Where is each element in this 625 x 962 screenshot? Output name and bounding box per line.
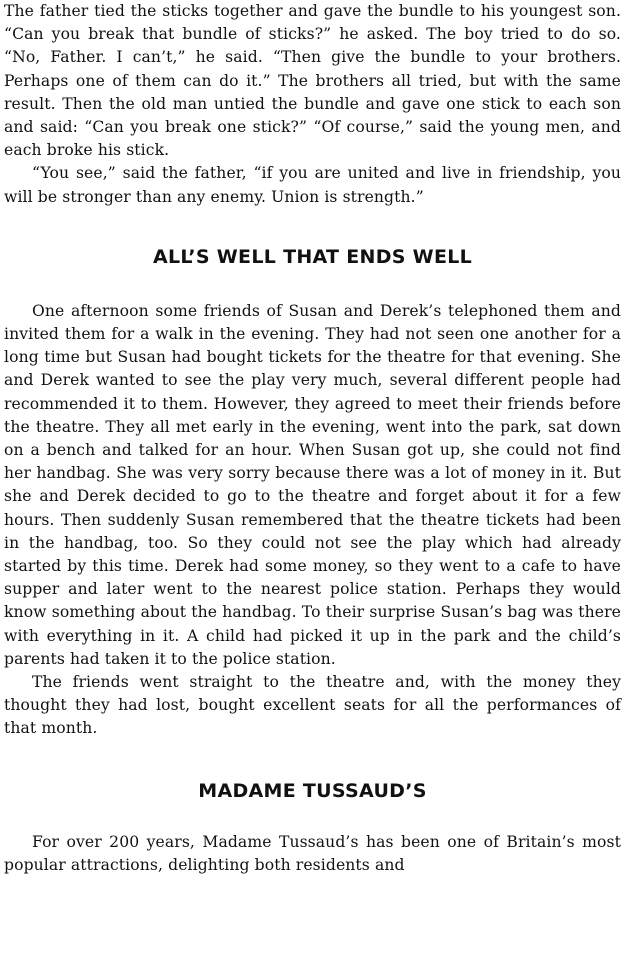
story2-title: ALL’S WELL THAT ENDS WELL (152, 245, 473, 268)
story-madame-tussauds (4, 779, 621, 877)
story1-paragraph-1: The father tied the sticks together and gave the bundle to his youngest son. “Can you break that bundle of sticks?” he asked. The boy tried to do so. “No, Father. I can’t,” he said. “Then give the bundle to your brothers. Perhaps one of them can do it.” The brothers all tried, but with the same result. Then the old man untied the bundle and gave one stick to each son and said: “Can you break one stick?” “Of course,” said the young men, and each broke his stick. (4, 2, 621, 160)
story2-paragraph-2: The friends went straight to the theatre and, with the money they thought they had lost, bought excellent seats for all the performances of that month. (4, 673, 621, 738)
story2-paragraph-1: One afternoon some friends of Susan and Derek’s telephoned them and invited them for a walk in the evening. They had not seen one another for a long time but Susan had bought tickets for the theatre for that evening. She and Derek wanted to see the play very much, several different people had recommended it to them. However, they agreed to meet their friends before the theatre. They all met early in the evening, went into the park, sat down on a bench and talked for an hour. When Susan got up, she could not find her handbag. She was very sorry because there was a lot of money in it. But she and Derek decided to go to the theatre and forget about it for a few hours. Then suddenly Susan remembered that the theatre tickets had been in the handbag, too. So they could not see the play which had already started by this time. Derek had some money, so they went to a cafe to have supper and later went to the nearest police station. Perhaps they would know something about the handbag. To their surprise Susan’s bag was there with everything in it. A child had picked it up in the park and the child’s parents had taken it to the police station. (4, 301, 621, 668)
story-alls-well (4, 245, 621, 741)
story-bundle-of-sticks (4, 0, 621, 209)
story1-paragraph-2: “You see,” said the father, “if you are united and live in friendship, you will be stronger than any enemy. Union is strength.” (4, 164, 621, 206)
story3-paragraph-1: For over 200 years, Madame Tussaud’s has been one of Britain’s most popular attractions, delighting both residents and (4, 832, 621, 874)
story3-title: MADAME TUSSAUD’S (198, 779, 427, 802)
